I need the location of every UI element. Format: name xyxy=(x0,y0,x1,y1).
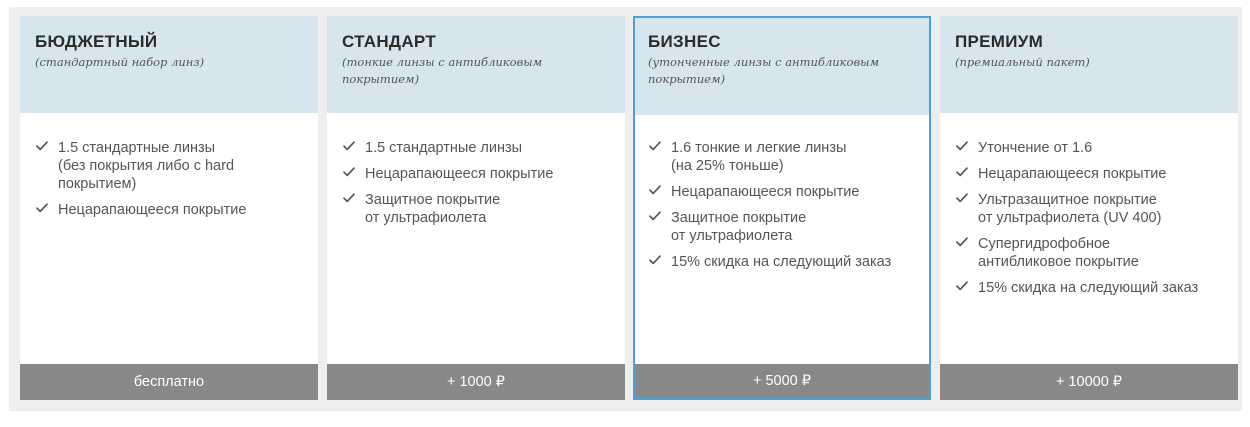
check-icon xyxy=(649,141,661,151)
feature-list xyxy=(647,139,921,279)
feature-item xyxy=(34,139,310,193)
plan-subtitle: (стандартный набор линз) xyxy=(35,55,205,69)
plan-card-business[interactable] xyxy=(633,16,931,400)
plan-header xyxy=(940,16,1238,113)
plan-header xyxy=(20,16,318,113)
feature-text: 1.6 тонкие и легкие линзы (на 25% тоньше) xyxy=(671,140,847,174)
feature-list xyxy=(34,139,310,227)
plan-card-budget[interactable] xyxy=(20,16,318,400)
feature-item xyxy=(341,139,617,157)
plan-title: ПРЕМИУМ xyxy=(955,32,1044,51)
feature-item xyxy=(647,183,921,201)
check-icon xyxy=(343,193,355,203)
check-icon xyxy=(956,193,968,203)
feature-text: 15% скидка на следующий заказ xyxy=(978,280,1199,296)
plan-subtitle: (утонченные линзы с антибликовым покрытием) xyxy=(648,55,880,86)
feature-item xyxy=(34,201,310,219)
feature-item xyxy=(341,165,617,183)
feature-text: Нецарапающееся покрытие xyxy=(671,184,860,200)
plan-title: БЮДЖЕТНЫЙ xyxy=(35,32,158,51)
plan-subtitle: (премиальный пакет) xyxy=(955,55,1090,69)
feature-text: Нецарапающееся покрытие xyxy=(58,202,247,218)
feature-item xyxy=(954,191,1230,227)
feature-list xyxy=(954,139,1230,305)
feature-text: Супергидрофобное антибликовое покрытие xyxy=(978,236,1139,270)
check-icon xyxy=(956,281,968,291)
feature-text: Утончение от 1.6 xyxy=(978,140,1093,156)
feature-text: Защитное покрытие от ультрафиолета xyxy=(365,192,501,226)
feature-text: 1.5 стандартные линзы (без покрытия либо с hard покрытием) xyxy=(58,140,235,192)
feature-item xyxy=(954,165,1230,183)
feature-item xyxy=(647,209,921,245)
feature-item xyxy=(954,279,1230,297)
feature-text: Нецарапающееся покрытие xyxy=(365,166,554,182)
feature-item xyxy=(647,253,921,271)
plan-price[interactable]: бесплатно xyxy=(20,364,318,400)
feature-item xyxy=(341,191,617,227)
feature-text: Нецарапающееся покрытие xyxy=(978,166,1167,182)
feature-item xyxy=(954,139,1230,157)
pricing-plans xyxy=(9,7,1242,411)
feature-item xyxy=(954,235,1230,271)
check-icon xyxy=(649,255,661,265)
check-icon xyxy=(649,211,661,221)
check-icon xyxy=(956,141,968,151)
check-icon xyxy=(36,141,48,151)
check-icon xyxy=(956,167,968,177)
plan-header xyxy=(327,16,625,113)
check-icon xyxy=(343,167,355,177)
plan-price[interactable]: + 1000 ₽ xyxy=(327,364,625,400)
plan-title: БИЗНЕС xyxy=(648,32,721,51)
feature-item xyxy=(647,139,921,175)
check-icon xyxy=(343,141,355,151)
check-icon xyxy=(36,203,48,213)
plan-subtitle: (тонкие линзы с антибликовым покрытием) xyxy=(342,55,543,86)
feature-text: Ультразащитное покрытие от ультрафиолета (UV 400) xyxy=(978,192,1162,226)
check-icon xyxy=(649,185,661,195)
plan-card-standard[interactable] xyxy=(327,16,625,400)
check-icon xyxy=(956,237,968,247)
plan-title: СТАНДАРТ xyxy=(342,32,437,51)
plan-price[interactable]: + 5000 ₽ xyxy=(635,364,929,398)
feature-list xyxy=(341,139,617,235)
plan-price[interactable]: + 10000 ₽ xyxy=(940,364,1238,400)
feature-text: 1.5 стандартные линзы xyxy=(365,140,523,156)
feature-text: Защитное покрытие от ультрафиолета xyxy=(671,210,807,244)
feature-text: 15% скидка на следующий заказ xyxy=(671,254,892,270)
plan-header xyxy=(635,18,929,115)
plan-card-premium[interactable] xyxy=(940,16,1238,400)
